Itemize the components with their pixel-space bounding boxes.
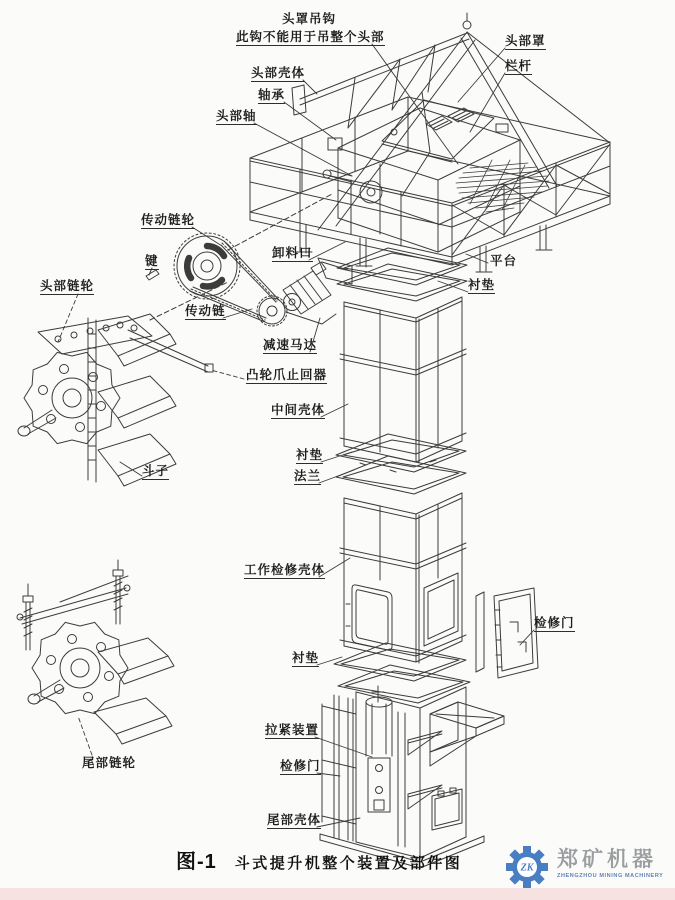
drive-detail-drawing xyxy=(146,194,336,326)
mid-gasket-flange-frames xyxy=(336,434,466,494)
boot-drawing xyxy=(320,665,504,868)
part-label-bearing: 轴承 xyxy=(258,88,286,102)
part-label-key: 键 xyxy=(145,254,159,268)
logo-name-cn: 郑矿机器 xyxy=(557,848,657,871)
part-label-drive-sprocket: 传动链轮 xyxy=(141,213,196,227)
part-label-hook-warning: 此钩不能用于吊整个头部 xyxy=(236,30,385,44)
head-sprocket-detail-drawing xyxy=(18,314,213,486)
watermark-logo xyxy=(505,845,663,879)
part-label-head-cover-hook: 头罩吊钩 xyxy=(282,12,337,26)
part-label-flange: 法兰 xyxy=(294,469,322,483)
part-label-cam-pawl-backstop: 凸轮爪止回器 xyxy=(246,368,328,382)
exploded-inspection-door-drawing xyxy=(476,588,538,678)
leader-lines xyxy=(58,44,534,827)
boot-door-drawing xyxy=(432,788,462,830)
part-label-railing: 栏杆 xyxy=(505,59,533,73)
footer-strip xyxy=(0,888,675,900)
part-label-discharge-port: 卸料口 xyxy=(272,246,313,260)
head-cover-drawing xyxy=(382,100,508,162)
part-label-bucket: 斗子 xyxy=(142,464,170,478)
part-label-tail-sprocket: 尾部链轮 xyxy=(82,756,137,770)
part-label-head-sprocket: 头部链轮 xyxy=(40,279,95,293)
part-label-drive-chain: 传动链 xyxy=(185,304,226,318)
logo-monogram: ZK xyxy=(520,862,534,874)
part-label-head-housing: 头部壳体 xyxy=(251,66,306,80)
figure-number: 图-1 xyxy=(176,851,217,873)
part-label-liner-pad-mid: 衬垫 xyxy=(296,448,324,462)
logo-name-en: ZHENGZHOU MINING MACHINERY xyxy=(557,873,664,879)
column-drawing xyxy=(334,248,467,681)
part-label-head-cover: 头部罩 xyxy=(505,34,546,48)
figure-title: 斗式提升机整个装置及部件图 xyxy=(234,855,463,872)
part-label-reduction-motor: 减速马达 xyxy=(263,338,318,352)
part-label-tail-casing: 尾部壳体 xyxy=(267,813,322,827)
part-label-inspection-door-right: 检修门 xyxy=(534,616,575,630)
motor-drawing xyxy=(283,262,336,324)
part-label-middle-casing: 中间壳体 xyxy=(271,403,326,417)
working-housing-doors xyxy=(346,573,458,650)
key-drawing xyxy=(146,268,159,280)
part-label-liner-pad-bottom: 衬垫 xyxy=(292,651,320,665)
tail-sprocket-detail-drawing xyxy=(17,560,174,744)
buckets-drawing xyxy=(98,314,176,486)
part-label-inspection-door-left: 检修门 xyxy=(280,759,321,773)
part-label-tensioning-device: 拉紧装置 xyxy=(265,723,320,737)
takeup-screws-drawing xyxy=(17,560,130,650)
lifting-hook-drawing xyxy=(463,13,471,29)
part-label-platform: 平台 xyxy=(490,254,518,268)
tensioning-device-drawing xyxy=(366,686,392,812)
part-label-liner-pad-top: 衬垫 xyxy=(468,278,496,292)
figure-caption xyxy=(176,845,462,874)
part-label-head-shaft: 头部轴 xyxy=(216,109,257,123)
part-label-work-inspection-casing: 工作检修壳体 xyxy=(244,563,326,577)
head-housing-drawing xyxy=(323,100,549,252)
